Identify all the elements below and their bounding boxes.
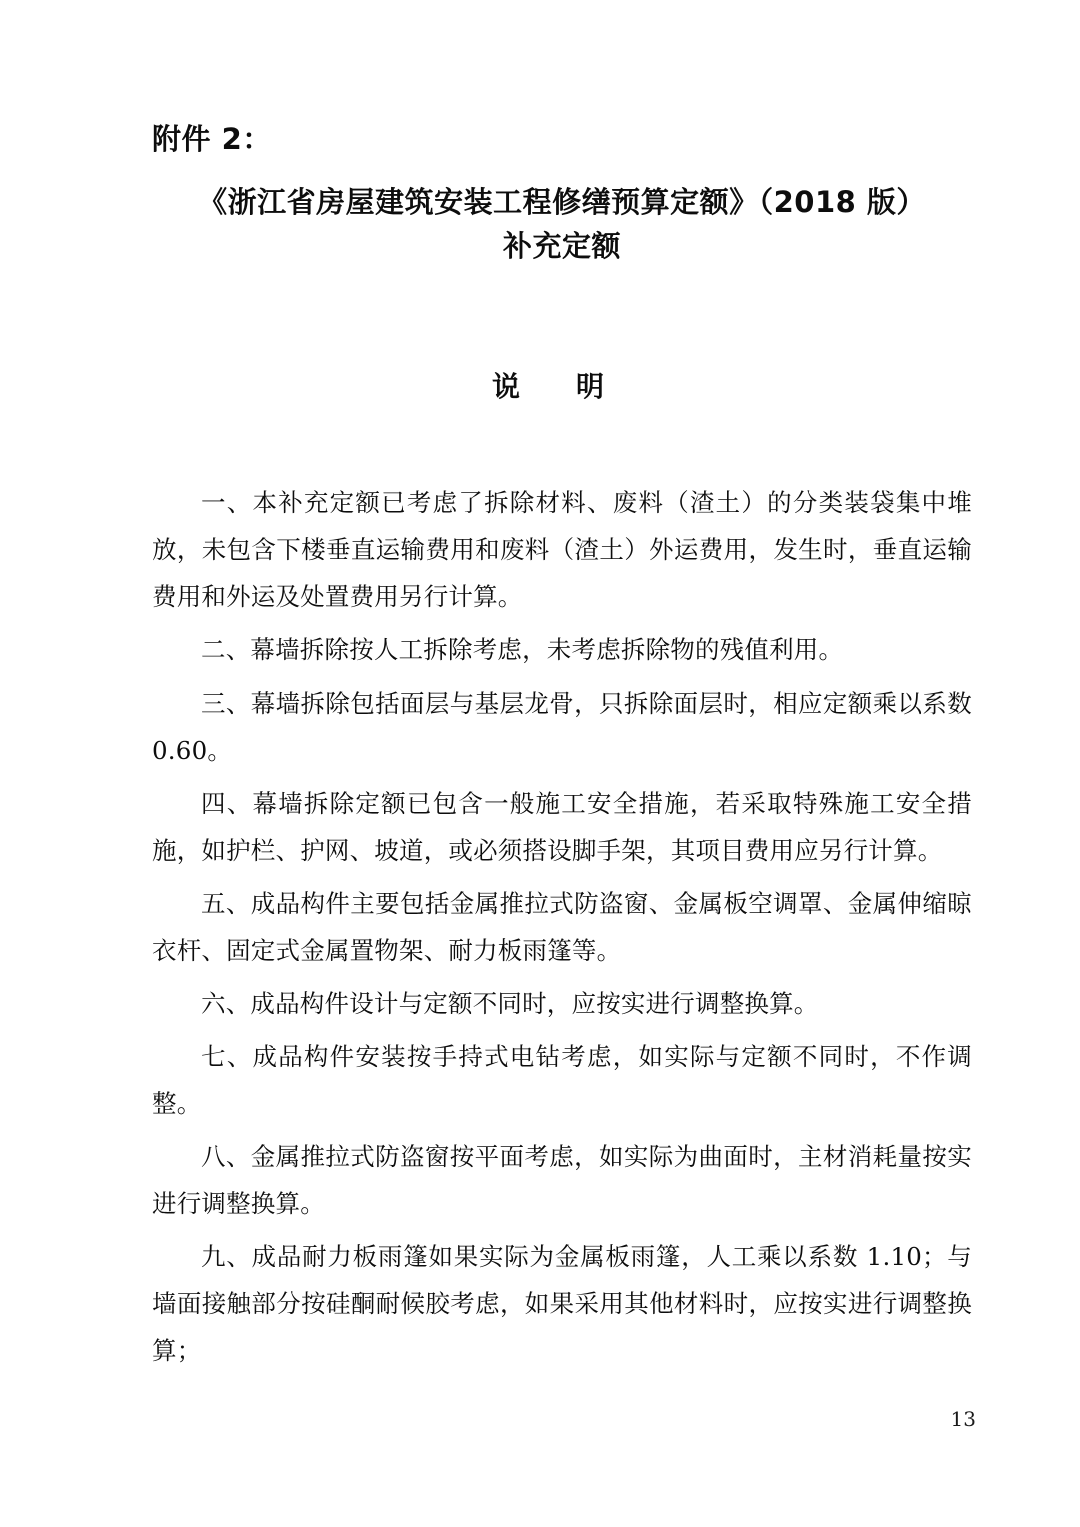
paragraph: 一、本补充定额已考虑了拆除材料、废料（渣土）的分类装袋集中堆放，未包含下楼垂直运输费用和废料（渣土）外运费用，发生时，垂直运输费用和外运及处置费用另行计算。 bbox=[152, 488, 972, 612]
paragraph: 五、成品构件主要包括金属推拉式防盗窗、金属板空调罩、金属伸缩晾衣杆、固定式金属置物架、耐力板雨篷等。 bbox=[152, 888, 972, 965]
page-title-line-1: 《浙江省房屋建筑安装工程修缮预算定额》（2018 版） bbox=[198, 184, 926, 219]
paragraph: 四、幕墙拆除定额已包含一般施工安全措施，若采取特殊施工安全措施，如护栏、护网、坡道，或必须搭设脚手架，其项目费用应另行计算。 bbox=[152, 788, 972, 865]
body-text bbox=[152, 479, 972, 1374]
paragraph: 六、成品构件设计与定额不同时，应按实进行调整换算。 bbox=[201, 988, 819, 1018]
paragraph: 三、幕墙拆除包括面层与基层龙骨，只拆除面层时，相应定额乘以系数 0.60。 bbox=[152, 688, 972, 765]
attachment-label: 附件 2： bbox=[152, 122, 272, 156]
paragraph: 二、幕墙拆除按人工拆除考虑，未考虑拆除物的残值利用。 bbox=[201, 635, 844, 665]
paragraph: 七、成品构件安装按手持式电钻考虑，如实际与定额不同时，不作调整。 bbox=[152, 1041, 972, 1118]
paragraph: 八、金属推拉式防盗窗按平面考虑，如实际为曲面时，主材消耗量按实进行调整换算。 bbox=[152, 1141, 972, 1218]
section-heading: 说 明 bbox=[491, 370, 618, 404]
page-title bbox=[152, 180, 972, 270]
page-title-line-2: 补充定额 bbox=[502, 229, 621, 264]
page-number: 13 bbox=[950, 1407, 976, 1431]
paragraph: 九、成品耐力板雨篷如果实际为金属板雨篷，人工乘以系数 1.10；与墙面接触部分按硅酮耐候胶考虑，如果采用其他材料时，应按实进行调整换算； bbox=[152, 1241, 972, 1365]
